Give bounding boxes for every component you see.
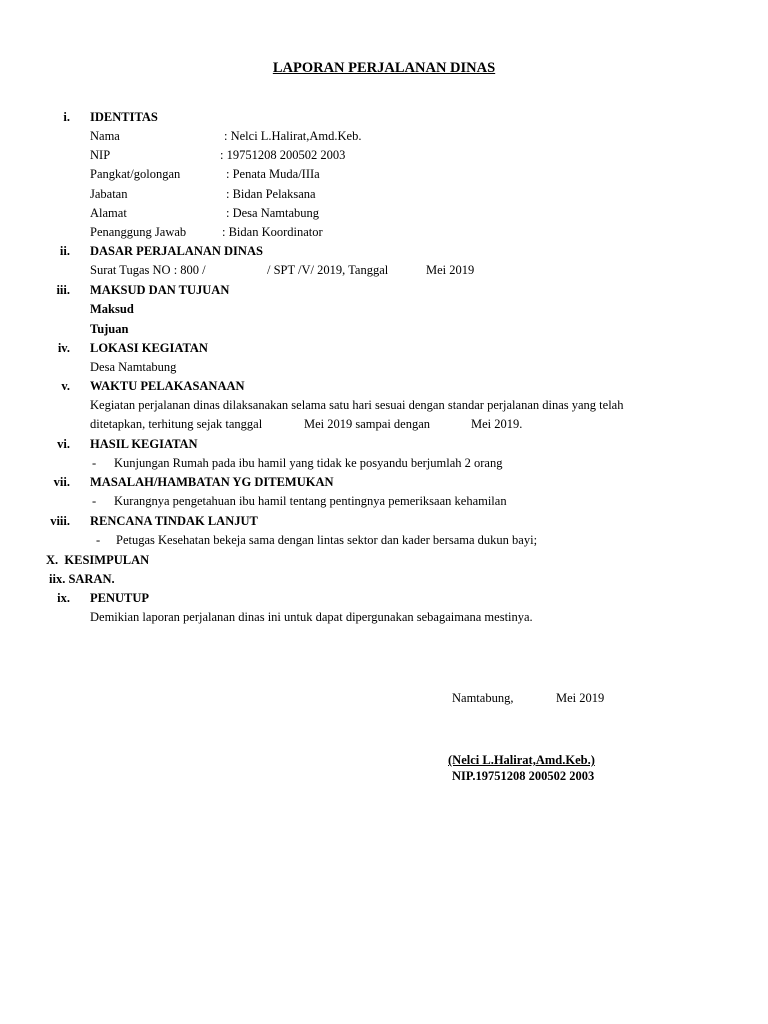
section-number-vi: vi.	[57, 437, 70, 451]
section-heading-identitas: IDENTITAS	[90, 110, 158, 124]
document-title: LAPORAN PERJALANAN DINAS	[272, 60, 496, 76]
field-label-nama: Nama	[90, 129, 120, 143]
section-number-i: i.	[63, 110, 70, 124]
field-label-alamat: Alamat	[90, 206, 127, 220]
surat-tugas-number: Surat Tugas NO : 800 /	[90, 263, 206, 277]
field-value-penanggung-jawab: : Bidan Koordinator	[222, 225, 323, 239]
waktu-line-2b: Mei 2019 sampai dengan	[304, 417, 431, 431]
section-heading-dasar: DASAR PERJALANAN DINAS	[90, 244, 263, 258]
section-number-iii: iii.	[56, 283, 70, 297]
field-value-nip: : 19751208 200502 2003	[220, 148, 346, 162]
section-number-iv: iv.	[57, 341, 70, 355]
section-number-vii: vii.	[53, 475, 70, 489]
waktu-line-2a: ditetapkan, terhitung sejak tanggal	[90, 417, 263, 431]
field-label-pangkat: Pangkat/golongan	[90, 167, 181, 181]
signature-nip: NIP.19751208 200502 2003	[452, 769, 595, 783]
subheading-tujuan: Tujuan	[90, 322, 129, 336]
section-heading-waktu: WAKTU PELAKASANAAN	[90, 379, 245, 393]
lokasi-text: Desa Namtabung	[90, 360, 177, 374]
rencana-item: Petugas Kesehatan bekeja sama dengan lintas sektor dan kader bersama dukun bayi;	[116, 533, 538, 547]
section-number-ii: ii.	[59, 244, 70, 258]
field-label-nip: NIP	[90, 148, 111, 162]
penutup-text: Demikian laporan perjalanan dinas ini untuk dapat dipergunakan sebagaimana mestinya.	[90, 610, 533, 624]
field-label-jabatan: Jabatan	[90, 187, 128, 201]
section-heading-masalah: MASALAH/HAMBATAN YG DITEMUKAN	[90, 475, 334, 489]
bullet: -	[96, 533, 101, 547]
surat-tugas-spt: / SPT /V/ 2019, Tanggal	[267, 263, 389, 277]
section-heading-penutup: PENUTUP	[90, 591, 150, 605]
bullet: -	[92, 494, 97, 508]
section-number-v: v.	[61, 379, 70, 393]
section-heading-saran: iix. SARAN.	[49, 572, 115, 586]
field-value-jabatan: : Bidan Pelaksana	[226, 187, 316, 201]
field-value-nama: : Nelci L.Halirat,Amd.Keb.	[224, 129, 362, 143]
surat-tugas-date: Mei 2019	[426, 263, 475, 277]
hasil-item: Kunjungan Rumah pada ibu hamil yang tidak ke posyandu berjumlah 2 orang	[114, 456, 503, 470]
signature-place: Namtabung,	[452, 691, 514, 705]
field-value-pangkat: : Penata Muda/IIIa	[226, 167, 320, 181]
waktu-line-2c: Mei 2019.	[471, 417, 523, 431]
waktu-line-1: Kegiatan perjalanan dinas dilaksanakan selama satu hari sesuai dengan standar perjalanan dinas yang telah	[90, 398, 624, 412]
signature-date: Mei 2019	[556, 691, 605, 705]
masalah-item: Kurangnya pengetahuan ibu hamil tentang pentingnya pemeriksaan kehamilan	[114, 494, 507, 508]
section-heading-kesimpulan: X. KESIMPULAN	[46, 553, 150, 567]
section-heading-lokasi: LOKASI KEGIATAN	[90, 341, 208, 355]
section-number-viii: viii.	[50, 514, 70, 528]
bullet: -	[92, 456, 97, 470]
section-heading-hasil: HASIL KEGIATAN	[90, 437, 198, 451]
section-number-ix: ix.	[57, 591, 70, 605]
subheading-maksud: Maksud	[90, 302, 134, 316]
section-heading-rencana: RENCANA TINDAK LANJUT	[90, 514, 258, 528]
signature-name: (Nelci L.Halirat,Amd.Keb.)	[448, 753, 595, 767]
section-heading-maksud-tujuan: MAKSUD DAN TUJUAN	[90, 283, 230, 297]
field-label-penanggung-jawab: Penanggung Jawab	[90, 225, 187, 239]
field-value-alamat: : Desa Namtabung	[226, 206, 320, 220]
